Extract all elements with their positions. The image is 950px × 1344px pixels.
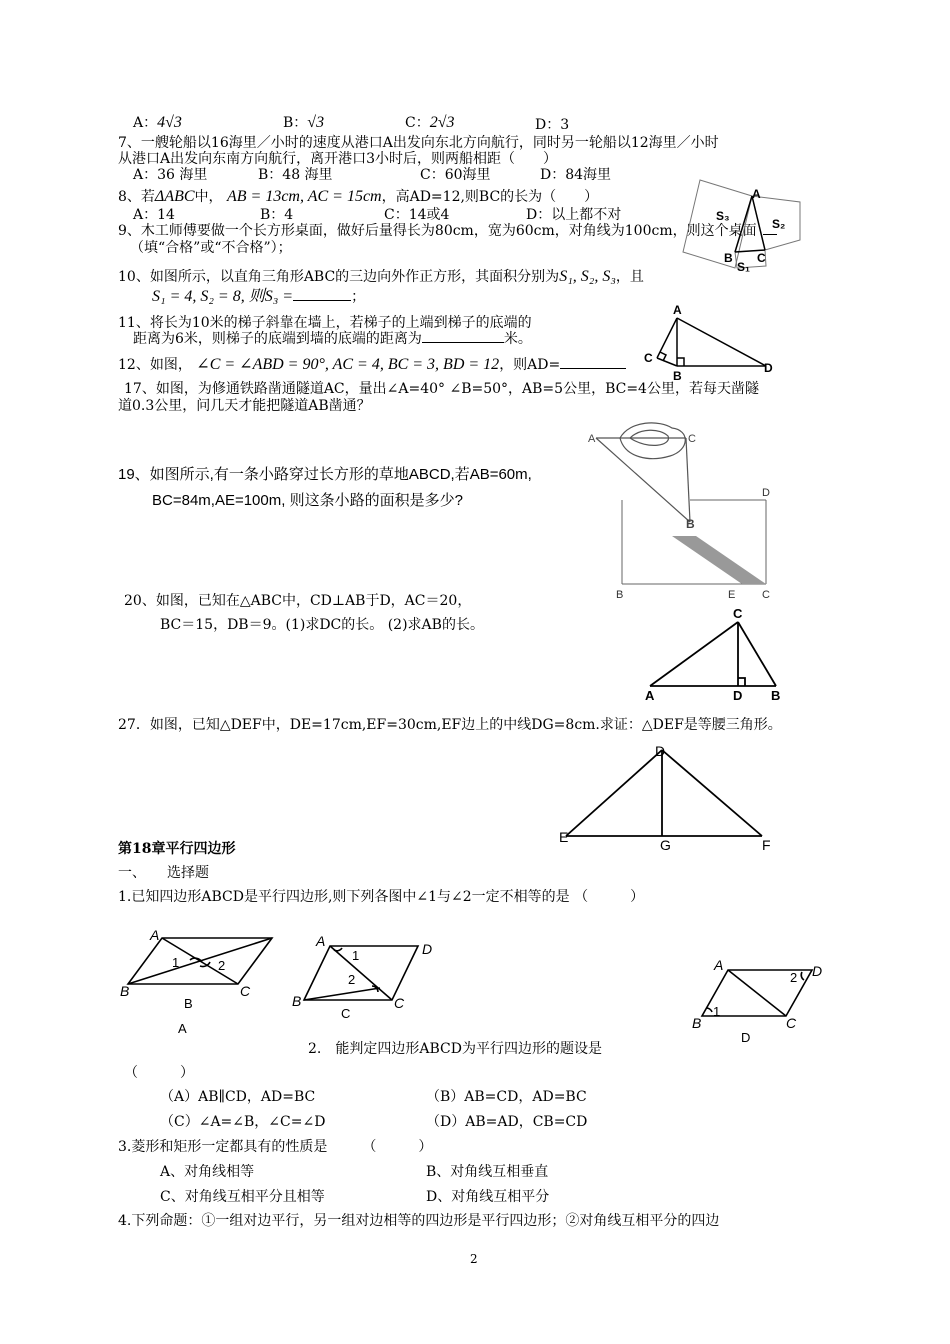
ch18-q1: 1.已知四边形ABCD是平行四边形,则下列各图中∠1与∠2一定不相等的是 （ ） xyxy=(118,889,645,905)
p1-fig-label: B xyxy=(184,996,193,1011)
p1-angle-2: 2 xyxy=(218,958,226,973)
q6-option-b: B：√3 xyxy=(283,114,325,131)
q12-label-b: B xyxy=(673,369,682,383)
q19-label-c: C xyxy=(762,589,770,601)
q27-line1: 27．如图，已知△DEF中，DE=17cm,EF=30cm,EF边上的中线DG=8cm.求证：△DEF是等腰三角形。 xyxy=(118,717,782,733)
q10-line1: 10、如图所示，以直角三角形ABC的三边向外作正方形，其面积分别为S₁, S₂, S₃，且 xyxy=(118,268,644,285)
q10-line2: S₁ = 4, S₂ = 8, 则S₃ = ； xyxy=(152,288,366,305)
ch18-q4: 4.下列命题：①一组对边平行，另一组对边相等的四边形是平行四边形；②对角线互相平分的四边 xyxy=(118,1213,720,1229)
p2-label-a: A xyxy=(316,933,326,949)
q20-label-a: A xyxy=(645,688,655,703)
q27-label-f: F xyxy=(762,837,771,853)
ch18-q2: 2. 能判定四边形ABCD为平行四边形的题设是 xyxy=(308,1041,602,1057)
q7-line2: 从港口A出发向东南方向航行，离开港口3小时后，则两船相距（ ） xyxy=(118,151,558,167)
q19-label-e: E xyxy=(728,589,736,601)
p3-label-b: B xyxy=(692,1015,702,1031)
sq-label-a: A xyxy=(752,187,761,201)
q8-option-b: B：4 xyxy=(260,207,294,223)
q9-line1: 9、木工师傅要做一个长方形桌面，做好后量得长为80cm，宽为60cm，对角线为100cm，则这个桌面 xyxy=(118,222,777,240)
q17-line2: 道0.3公里，问几天才能把隧道AB凿通？ xyxy=(118,398,371,414)
q7-line1: 7、一艘轮船以16海里／小时的速度从港口A出发向东北方向航行，同时另一轮船以12海里／小时 xyxy=(118,135,719,151)
q27-label-d: D xyxy=(655,743,666,759)
q20-label-b: B xyxy=(771,688,781,703)
ch18-q3-option-d: D、对角线互相平分 xyxy=(426,1189,550,1205)
q17-line1: 17、如图，为修通铁路凿通隧道AC，量出∠A=40° ∠B=50°，AB=5公里，BC=4公里，若每天凿隧 xyxy=(124,381,759,397)
sq-label-b: B xyxy=(724,251,733,265)
p2-angle-1: 1 xyxy=(352,948,360,963)
p3-label-c: C xyxy=(786,1015,797,1031)
q11-line2: 距离为6米，则梯子的底端到墙的底端的距离为 米。 xyxy=(133,331,532,347)
page-number: 2 xyxy=(470,1252,478,1266)
q27-label-g: G xyxy=(660,837,671,853)
section-heading: 一、 选择题 xyxy=(118,865,209,881)
q7-option-b: B：48 海里 xyxy=(258,167,333,183)
q12-line: 12、如图， ∠C = ∠ABD = 90°, AC = 4, BC = 3, BD = 12，则AD= xyxy=(118,356,626,374)
q17-label-a: A xyxy=(588,433,596,445)
sq-label-s1: S₁ xyxy=(737,260,750,274)
q9-line2: （填“合格”或“不合格”）； xyxy=(130,240,292,256)
ch18-q3-option-a: A、对角线相等 xyxy=(160,1164,255,1180)
p3-label-d: D xyxy=(812,963,823,979)
q20-label-d: D xyxy=(733,688,743,703)
q7-option-d: D：84海里 xyxy=(540,167,612,183)
q20-line2: BC＝15，DB＝9。(1)求DC的长。 (2)求AB的长。 xyxy=(160,617,484,633)
q6-option-a: A：4√3 xyxy=(133,114,182,131)
p3-fig-label: D xyxy=(741,1030,751,1045)
q8-line1: 8、若ΔABC中， AB = 13cm, AC = 15cm，高AD=12,则BC的长为（ ） xyxy=(118,188,599,205)
chapter-18-title: 第18章平行四边形 xyxy=(118,841,236,857)
p1-fig-label-a: A xyxy=(178,1021,187,1036)
q8-option-c: C：14或4 xyxy=(384,207,450,223)
sq-label-s3: S₃ xyxy=(716,209,730,223)
q11-line1: 11、将长为10米的梯子斜靠在墙上，若梯子的上端到梯子的底端的 xyxy=(118,315,532,331)
ch18-q3-option-b: B、对角线互相垂直 xyxy=(426,1164,549,1180)
q6-option-d: D：3 xyxy=(535,117,570,133)
p2-label-c: C xyxy=(394,995,405,1011)
q17-label-c: C xyxy=(688,433,696,445)
sq-label-s2: S₂ xyxy=(772,217,786,231)
ch18-q2-option-d: （D）AB=AD，CB=CD xyxy=(426,1114,588,1130)
ch18-q2-paren: （ ） xyxy=(124,1065,194,1081)
q27-label-e: E xyxy=(559,829,569,845)
p3-angle-2: 2 xyxy=(790,970,798,985)
p1-label-b: B xyxy=(120,983,130,999)
q19-line2: BC=84m,AE=100m, 则这条小路的面积是多少? xyxy=(152,492,463,509)
ch18-q2-option-b: （B）AB=CD，AD=BC xyxy=(426,1089,587,1105)
q20-line1: 20、如图，已知在△ABC中，CD⊥AB于D，AC＝20， xyxy=(124,593,472,609)
p1-angle-1: 1 xyxy=(172,955,180,970)
p2-fig-label: C xyxy=(341,1006,351,1021)
q12-label-d: D xyxy=(764,361,773,375)
p2-label-d: D xyxy=(422,941,433,957)
q19-label-b: B xyxy=(616,589,624,601)
q12-label-a: A xyxy=(673,303,682,317)
ch18-q2-option-c: （C）∠A=∠B，∠C=∠D xyxy=(160,1114,326,1130)
q17-label-b: B xyxy=(686,517,695,531)
ch18-q3-option-c: C、对角线互相平分且相等 xyxy=(160,1189,325,1205)
p2-label-b: B xyxy=(292,993,302,1009)
p1-label-c: C xyxy=(240,983,251,999)
q7-option-a: A：36 海里 xyxy=(133,167,208,183)
p1-label-a: A xyxy=(150,927,160,943)
q20-label-c: C xyxy=(733,606,743,621)
q7-option-c: C：60海里 xyxy=(420,167,491,183)
ch18-q2-option-a: （A）AB∥CD，AD=BC xyxy=(160,1089,316,1105)
p2-angle-2: 2 xyxy=(348,972,356,987)
q8-option-a: A：14 xyxy=(133,207,175,223)
q12-label-c: C xyxy=(644,351,653,365)
p3-label-a: A xyxy=(714,957,724,973)
p3-angle-1: 1 xyxy=(713,1004,721,1019)
q19-label-d: D xyxy=(762,487,770,499)
sq-label-c: C xyxy=(757,251,766,265)
q8-option-d: D：以上都不对 xyxy=(526,207,622,223)
q19-line1: 19、如图所示,有一条小路穿过长方形的草地ABCD,若AB=60m, xyxy=(118,466,532,483)
q6-option-c: C：2√3 xyxy=(405,114,455,131)
ch18-q3: 3.菱形和矩形一定都具有的性质是 （ ） xyxy=(118,1139,433,1155)
